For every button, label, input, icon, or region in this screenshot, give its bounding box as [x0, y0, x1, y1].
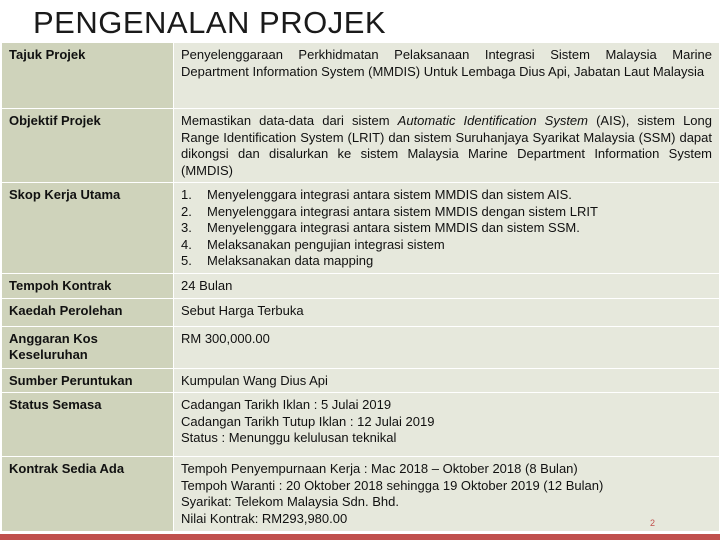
list-item-text: Menyelenggara integrasi antara sistem MMDIS dengan sistem LRIT: [207, 203, 598, 219]
row-value: [174, 109, 720, 183]
row-label: Status Semasa: [2, 393, 174, 457]
row-label: Objektif Projek: [2, 109, 174, 183]
table-row-procurement-method: [2, 298, 720, 326]
row-label: Kontrak Sedia Ada: [2, 457, 174, 532]
list-item-text: Melaksanakan data mapping: [207, 253, 374, 268]
list-item: [181, 237, 712, 254]
list-item-number: 4.: [181, 236, 192, 252]
page-number: 2: [650, 518, 656, 528]
list-item-text: Menyelenggara integrasi antara sistem MMDIS dan sistem AIS.: [207, 187, 572, 202]
bottom-accent-bar: [0, 534, 720, 540]
status-line: Cadangan Tarikh Tutup Iklan : 12 Julai 2019: [181, 413, 435, 429]
project-info-table: [1, 42, 720, 532]
list-item: [181, 220, 712, 237]
list-item-number: 2.: [181, 203, 192, 219]
row-value: Sebut Harga Terbuka: [174, 298, 720, 326]
table-row-project-objective: [2, 109, 720, 183]
row-label: Kaedah Perolehan: [2, 298, 174, 326]
row-value: 24 Bulan: [174, 274, 720, 299]
slide-title: PENGENALAN PROJEK: [33, 5, 387, 40]
list-item: [181, 187, 712, 204]
contract-line: Syarikat: Telekom Malaysia Sdn. Bhd.: [181, 494, 399, 509]
row-label: Tempoh Kontrak: [2, 274, 174, 299]
row-value: Penyelenggaraan Perkhidmatan Pelaksanaan Integrasi Sistem Malaysia Marine Department Information System (MMDIS) Untuk Lembaga Dius Api, Jabatan Laut Malaysia: [174, 43, 720, 109]
contract-line: Tempoh Penyempurnaan Kerja : Mac 2018 – Oktober 2018 (8 Bulan): [181, 461, 578, 476]
row-value: [174, 393, 720, 457]
table-row-scope: [2, 183, 720, 274]
list-item: [181, 253, 712, 270]
status-line: Cadangan Tarikh Iklan : 5 Julai 2019: [181, 397, 392, 412]
list-item-text: Melaksanakan pengujian integrasi sistem: [207, 236, 445, 252]
table-row-current-status: [2, 393, 720, 457]
row-label: Skop Kerja Utama: [2, 183, 174, 274]
list-item-number: 5.: [181, 253, 192, 268]
objective-text-end: (AIS), sistem Long Range Identification System (LRIT) dan sistem Suruhanjaya Syarikat Malaysia (SSM) dapat dikongsi dan disalurkan ke sistem Malaysia Marine Department Information System (MMDIS): [181, 113, 713, 178]
row-value: RM 300,000.00: [174, 326, 720, 368]
table-row-project-title: [2, 43, 720, 109]
contract-line: Tempoh Waranti : 20 Oktober 2018 sehingga 19 Oktober 2019 (12 Bulan): [181, 477, 604, 493]
row-value: [174, 457, 720, 532]
status-line: Status : Menunggu kelulusan teknikal: [181, 430, 397, 445]
list-item: [181, 204, 712, 221]
row-label: Tajuk Projek: [2, 43, 174, 109]
list-item-number: 3.: [181, 220, 192, 235]
row-value: [174, 183, 720, 274]
objective-text-italic: Automatic Identification System: [397, 113, 588, 128]
list-item-number: 1.: [181, 187, 192, 202]
row-value: Kumpulan Wang Dius Api: [174, 368, 720, 393]
objective-text-start: Memastikan data-data dari sistem: [181, 113, 398, 128]
contract-line: Nilai Kontrak: RM293,980.00: [181, 510, 348, 526]
row-label: Anggaran Kos Keseluruhan: [2, 326, 174, 368]
scope-list: [181, 187, 712, 270]
row-label: Sumber Peruntukan: [2, 368, 174, 393]
list-item-text: Menyelenggara integrasi antara sistem MMDIS dan sistem SSM.: [207, 220, 580, 235]
table-row-contract-duration: [2, 274, 720, 299]
table-row-estimated-cost: [2, 326, 720, 368]
table-row-existing-contract: [2, 457, 720, 532]
table-row-funding-source: [2, 368, 720, 393]
